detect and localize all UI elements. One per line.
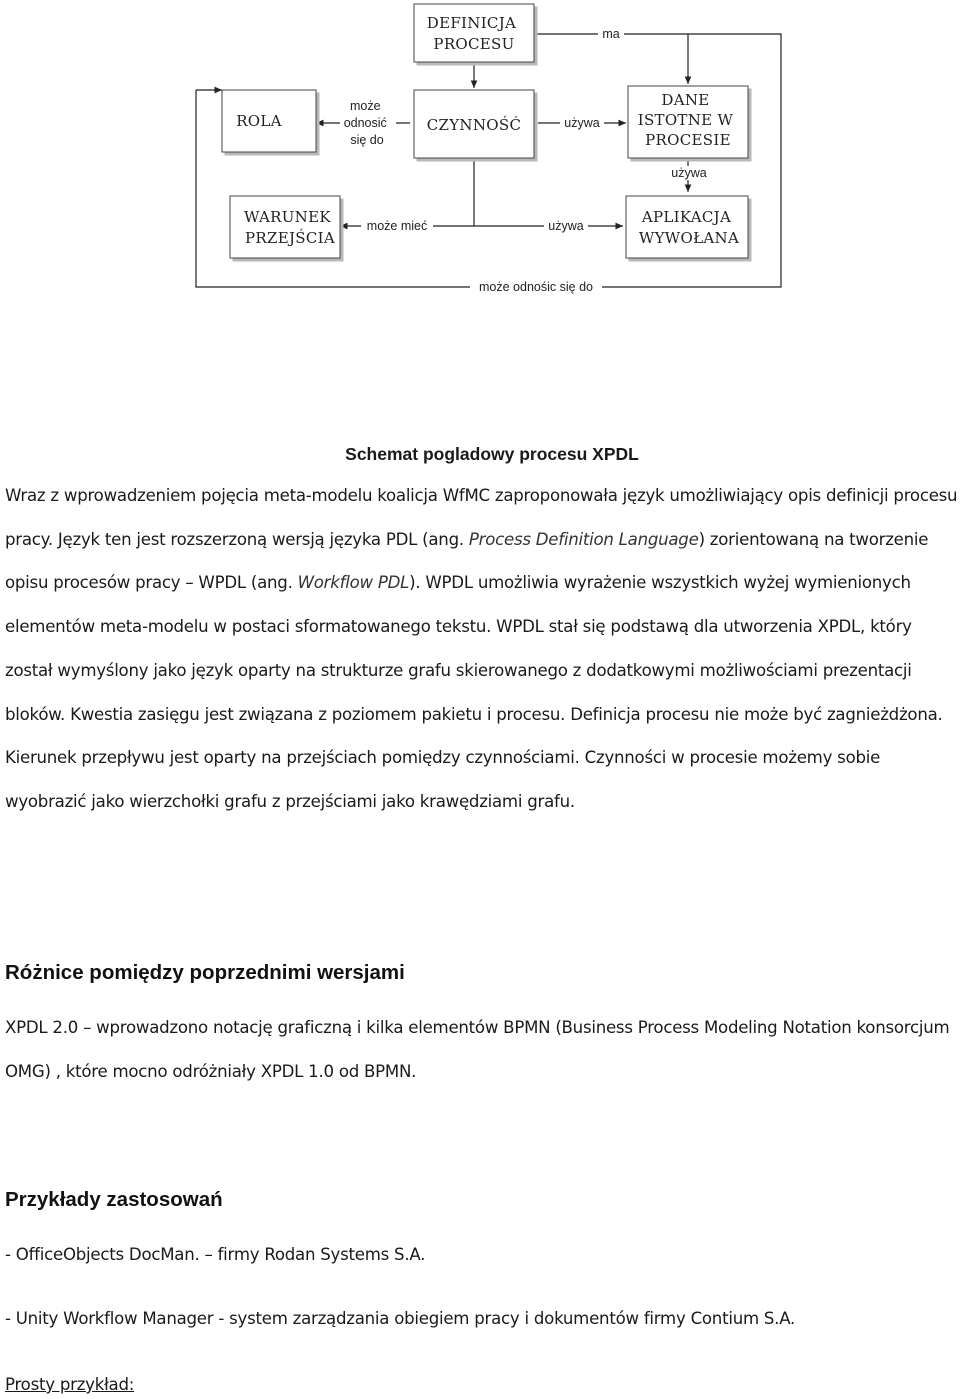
- node-definicja-procesu: [414, 4, 534, 62]
- edge-label-ma: ma: [602, 27, 620, 41]
- node-aplikacja-label-1: APLIKACJA: [641, 208, 732, 226]
- node-definicja-label-1: DEFINICJA: [426, 14, 517, 32]
- intro-paragraph: [5, 474, 960, 824]
- example-item-officeobjects: - OfficeObjects DocMan. – firmy Rodan Systems S.A.: [5, 1245, 426, 1264]
- differences-paragraph: XPDL 2.0 – wprowadzono notację graficzną i kilka elementów BPMN (Business Process Modeling Notation konsorcjum OMG) , które mocno odróżniały XPDL 1.0 od BPMN.: [5, 1018, 950, 1081]
- section-heading-differences: Różnice pomiędzy poprzednimi wersjami: [5, 961, 405, 984]
- edge-label-moze-miec: może mieć: [366, 219, 428, 233]
- diagram-caption: Schemat pogladowy procesu XPDL: [345, 444, 639, 464]
- intro-text-5: ). WPDL umożliwia wyrażenie wszystkich wyżej wymienionych elementów meta-modelu w postaci sformatowanego tekstu. WPDL stał się podstawą dla utworzenia XPDL, który został wymyślony jako język oparty na strukturze grafu skierowanego z dodatkowymi możliwościami prezentacji bloków. Kwestia zasięgu jest związana z poziomem pakietu i procesu. Definicja procesu nie może być zagnieżdżona. Kierunek przepływu jest oparty na przejściach pomiędzy czynnościami. Czynności w procesie możemy sobie wyobrazić jako wierzchołki grafu z przejściami jako krawędziami grafu.: [5, 573, 943, 811]
- node-definicja-label-2: PROCESU: [433, 35, 515, 53]
- node-dane-label-1: DANE: [661, 91, 710, 109]
- edge-label-moze-odnosic-bottom: może odnośic się do: [479, 280, 593, 294]
- node-dane-label-2: ISTOTNE W: [637, 111, 734, 129]
- edge-label-uzywa-aplikacja: używa: [548, 219, 584, 233]
- node-warunek-label-2: PRZEJŚCIA: [245, 229, 335, 247]
- edge-label-moze: może: [349, 99, 381, 113]
- example-item-unity: - Unity Workflow Manager - system zarządzania obiegiem pracy i dokumentów firmy Contium S.A.: [5, 1309, 796, 1328]
- node-warunek-label-1: WARUNEK: [244, 208, 331, 226]
- edge-label-uzywa-vertical: używa: [671, 166, 707, 180]
- node-dane-label-3: PROCESIE: [645, 131, 731, 149]
- svg-text:może odnosić się do: [344, 99, 391, 147]
- edge-label-sie-do: się do: [350, 133, 384, 147]
- node-aplikacja-label-2: WYWOŁANA: [638, 229, 740, 247]
- intro-text-1: Wraz z wprowadzeniem pojęcia meta-modelu koalicja WfMC zaproponowała język umożliwiający opis definicji procesu pracy. Język ten jest rozszerzoną wersją języka PDL (ang.: [5, 486, 958, 549]
- node-aplikacja-wywolana: [626, 196, 748, 258]
- section-heading-examples: Przykłady zastosowań: [5, 1188, 223, 1211]
- node-warunek-przejscia: [230, 196, 340, 258]
- node-rola-label: ROLA: [236, 112, 282, 130]
- edge-label-uzywa-dane: używa: [564, 116, 600, 130]
- simple-example-label: Prosty przykład:: [5, 1375, 135, 1394]
- intro-text-wpdl: Workflow PDL: [297, 573, 410, 593]
- node-czynnosc-label: CZYNNOŚĆ: [426, 116, 522, 134]
- xpdl-meta-model-diagram: [0, 0, 960, 300]
- intro-text-3: ) zorientowaną na tworzenie opisu procesów pracy – WPDL (ang.: [5, 529, 929, 593]
- intro-text-pdl: Process Definition Language: [468, 529, 699, 549]
- edge-label-odnosic: odnosić: [343, 116, 387, 130]
